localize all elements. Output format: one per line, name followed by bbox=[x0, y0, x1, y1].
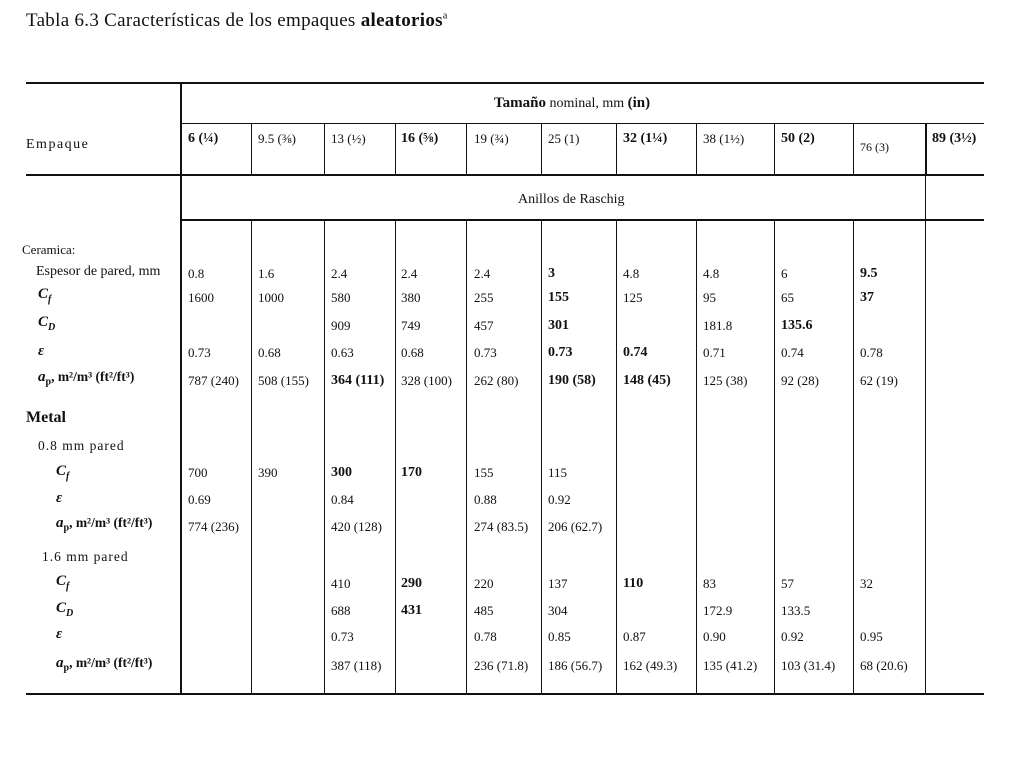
cell-m16-cd-7: 172.9 bbox=[703, 603, 733, 618]
ceramica-cd-label bbox=[38, 314, 55, 333]
nominal-size-heading bbox=[494, 96, 650, 111]
ap-units: , m²/m³ (ft²/ft³) bbox=[69, 655, 153, 670]
col-line-0 bbox=[180, 82, 182, 695]
sizes-top-rule bbox=[180, 123, 984, 124]
cell-ceramica-ap-2: 364 (111) bbox=[331, 373, 385, 388]
cell-m16-ap-7: 135 (41.2) bbox=[703, 658, 758, 673]
cell-ceramica-ap-8: 92 (28) bbox=[781, 373, 819, 388]
cell-m08-cf-0: 700 bbox=[188, 465, 208, 480]
cell-ceramica-cf-0: 1600 bbox=[188, 290, 214, 305]
cell-ceramica-espesor-6: 4.8 bbox=[623, 266, 640, 281]
cell-ceramica-cd-7: 181.8 bbox=[703, 318, 733, 333]
size-col-6: 32 (1¼) bbox=[623, 131, 668, 146]
ap-symbol: a bbox=[56, 655, 64, 671]
body-col-line-3 bbox=[395, 221, 396, 695]
cell-m16-eps-4: 0.78 bbox=[474, 629, 497, 644]
cell-ceramica-cf-6: 125 bbox=[623, 290, 643, 305]
cell-m16-cf-5: 137 bbox=[548, 576, 568, 591]
cf-symbol: C bbox=[56, 463, 67, 479]
tamano-rest: nominal, mm bbox=[545, 96, 628, 111]
size-col-2: 13 (½) bbox=[331, 131, 366, 146]
tamano-bold: Tamaño bbox=[494, 95, 546, 111]
empaque-heading: Empaque bbox=[26, 137, 90, 152]
cf-symbol: C bbox=[56, 573, 67, 589]
cell-ceramica-cf-4: 255 bbox=[474, 290, 494, 305]
cell-ceramica-cf-8: 65 bbox=[781, 290, 794, 305]
cell-m16-eps-7: 0.90 bbox=[703, 629, 726, 644]
cell-m08-eps-0: 0.69 bbox=[188, 492, 211, 507]
cell-m16-ap-2: 387 (118) bbox=[331, 658, 382, 673]
cell-m16-eps-2: 0.73 bbox=[331, 629, 354, 644]
body-col-line-7 bbox=[696, 221, 697, 695]
cell-m16-cf-3: 290 bbox=[401, 576, 422, 591]
cell-m08-eps-5: 0.92 bbox=[548, 492, 571, 507]
pared-08-label: 0.8 mm pared bbox=[38, 438, 125, 453]
cell-m08-cf-2: 300 bbox=[331, 465, 352, 480]
col-line-3 bbox=[395, 123, 396, 175]
cell-m08-eps-4: 0.88 bbox=[474, 492, 497, 507]
espesor-label: Espesor de pared, mm bbox=[36, 264, 161, 279]
top-rule bbox=[26, 82, 984, 84]
cell-ceramica-espesor-9: 9.5 bbox=[860, 266, 878, 281]
cell-ceramica-cf-1: 1000 bbox=[258, 290, 284, 305]
table-title-bold: aleatorios bbox=[360, 10, 443, 31]
size-col-3: 16 (⅝) bbox=[401, 131, 439, 146]
cf-sub: f bbox=[66, 471, 70, 482]
cell-ceramica-eps-4: 0.73 bbox=[474, 345, 497, 360]
m08-cf-label bbox=[56, 463, 69, 482]
cell-m16-cf-7: 83 bbox=[703, 576, 716, 591]
cell-m16-cf-8: 57 bbox=[781, 576, 794, 591]
group-bottom-rule bbox=[180, 219, 984, 221]
cf-sub: f bbox=[48, 294, 52, 305]
m16-ap-label bbox=[56, 655, 152, 674]
ceramica-cf-label bbox=[38, 286, 51, 305]
ap-sub: p bbox=[63, 522, 70, 534]
table-title-footnote-mark: a bbox=[442, 10, 448, 22]
cf-symbol: C bbox=[38, 286, 49, 302]
ap-symbol: a bbox=[56, 515, 64, 531]
cell-ceramica-ap-6: 148 (45) bbox=[623, 373, 671, 388]
ceramica-ap-label bbox=[38, 369, 134, 388]
cell-m16-eps-9: 0.95 bbox=[860, 629, 883, 644]
cell-m16-cd-2: 688 bbox=[331, 603, 351, 618]
group-heading: Anillos de Raschig bbox=[518, 192, 625, 207]
cell-m16-eps-6: 0.87 bbox=[623, 629, 646, 644]
cell-ceramica-espesor-3: 2.4 bbox=[401, 266, 418, 281]
col-line-2 bbox=[324, 123, 325, 175]
cd-sub: D bbox=[66, 608, 74, 619]
body-col-line-9 bbox=[853, 221, 854, 695]
cell-ceramica-cd-8: 135.6 bbox=[781, 318, 813, 333]
cell-m08-ap-5: 206 (62.7) bbox=[548, 519, 603, 534]
size-col-9: 76 (3) bbox=[860, 140, 889, 154]
m16-cf-label bbox=[56, 573, 69, 592]
tamano-in: (in) bbox=[627, 95, 651, 111]
cell-ceramica-eps-5: 0.73 bbox=[548, 345, 573, 360]
ceramica-eps-label: ε bbox=[38, 343, 45, 359]
cell-ceramica-cf-5: 155 bbox=[548, 290, 569, 305]
cell-ceramica-ap-0: 787 (240) bbox=[188, 373, 239, 388]
cd-symbol: C bbox=[56, 600, 67, 616]
size-col-8: 50 (2) bbox=[781, 131, 815, 146]
cd-symbol: C bbox=[38, 314, 49, 330]
size-col-7: 38 (1½) bbox=[703, 131, 745, 146]
cell-m16-cf-2: 410 bbox=[331, 576, 351, 591]
col-line-10 bbox=[925, 123, 927, 175]
cell-ceramica-eps-8: 0.74 bbox=[781, 345, 804, 360]
bottom-rule bbox=[26, 693, 984, 695]
cell-ceramica-ap-1: 508 (155) bbox=[258, 373, 309, 388]
cell-ceramica-espesor-4: 2.4 bbox=[474, 266, 491, 281]
cell-ceramica-espesor-5: 3 bbox=[548, 266, 555, 281]
body-col-line-6 bbox=[616, 221, 617, 695]
cell-m16-eps-8: 0.92 bbox=[781, 629, 804, 644]
cell-ceramica-cf-7: 95 bbox=[703, 290, 716, 305]
cell-ceramica-espesor-7: 4.8 bbox=[703, 266, 720, 281]
pared-16-label: 1.6 mm pared bbox=[42, 549, 129, 564]
col-line-7 bbox=[696, 123, 697, 175]
cell-m16-ap-4: 236 (71.8) bbox=[474, 658, 529, 673]
cell-ceramica-cd-5: 301 bbox=[548, 318, 569, 333]
ap-units: , m²/m³ (ft²/ft³) bbox=[51, 369, 135, 384]
ap-sub: p bbox=[63, 662, 70, 674]
m08-eps-label: ε bbox=[56, 490, 63, 506]
cell-m16-cd-5: 304 bbox=[548, 603, 568, 618]
ceramica-label: Ceramica: bbox=[22, 242, 76, 257]
cell-m08-cf-5: 115 bbox=[548, 465, 568, 480]
cell-m08-cf-4: 155 bbox=[474, 465, 494, 480]
cell-ceramica-eps-9: 0.78 bbox=[860, 345, 883, 360]
cell-m16-cf-9: 32 bbox=[860, 576, 873, 591]
col-line-1 bbox=[251, 123, 252, 175]
table-title-prefix: Tabla 6.3 Características de los empaques bbox=[26, 10, 361, 31]
cell-m16-ap-8: 103 (31.4) bbox=[781, 658, 836, 673]
col-line-4 bbox=[466, 123, 467, 175]
cell-ceramica-espesor-8: 6 bbox=[781, 266, 788, 281]
body-col-line-4 bbox=[466, 221, 467, 695]
m08-ap-label bbox=[56, 515, 152, 534]
ap-symbol: a bbox=[38, 369, 46, 385]
size-col-1: 9.5 (⅜) bbox=[258, 131, 296, 146]
cell-ceramica-cf-2: 580 bbox=[331, 290, 351, 305]
cell-ceramica-cf-3: 380 bbox=[401, 290, 421, 305]
metal-label: Metal bbox=[26, 409, 66, 426]
cell-ceramica-espesor-2: 2.4 bbox=[331, 266, 348, 281]
body-col-line-10 bbox=[925, 175, 926, 695]
cd-sub: D bbox=[48, 322, 56, 333]
size-col-5: 25 (1) bbox=[548, 131, 580, 146]
cell-m16-cf-4: 220 bbox=[474, 576, 494, 591]
cell-m16-cf-6: 110 bbox=[623, 576, 644, 591]
cell-m08-cf-1: 390 bbox=[258, 465, 278, 480]
size-col-10: 89 (3½) bbox=[932, 131, 977, 146]
ap-sub: p bbox=[45, 376, 52, 388]
cell-m16-ap-9: 68 (20.6) bbox=[860, 658, 908, 673]
cell-ceramica-ap-5: 190 (58) bbox=[548, 373, 596, 388]
table-title bbox=[26, 10, 448, 32]
cell-m08-cf-3: 170 bbox=[401, 465, 422, 480]
body-col-line-1 bbox=[251, 221, 252, 695]
cell-ceramica-ap-4: 262 (80) bbox=[474, 373, 519, 388]
cell-ceramica-cf-9: 37 bbox=[860, 290, 874, 305]
cell-ceramica-ap-7: 125 (38) bbox=[703, 373, 748, 388]
body-col-line-2 bbox=[324, 221, 325, 695]
m16-cd-label bbox=[56, 600, 73, 619]
cell-m16-eps-5: 0.85 bbox=[548, 629, 571, 644]
cell-ceramica-eps-6: 0.74 bbox=[623, 345, 648, 360]
cell-ceramica-eps-7: 0.71 bbox=[703, 345, 726, 360]
col-line-8 bbox=[774, 123, 775, 175]
cell-ceramica-ap-3: 328 (100) bbox=[401, 373, 452, 388]
ap-units: , m²/m³ (ft²/ft³) bbox=[69, 515, 153, 530]
cell-m16-ap-5: 186 (56.7) bbox=[548, 658, 603, 673]
cell-m08-ap-0: 774 (236) bbox=[188, 519, 239, 534]
cell-ceramica-cd-4: 457 bbox=[474, 318, 494, 333]
col-line-9 bbox=[853, 123, 854, 175]
cell-m16-cd-8: 133.5 bbox=[781, 603, 811, 618]
cell-m08-ap-4: 274 (83.5) bbox=[474, 519, 529, 534]
cell-m16-ap-6: 162 (49.3) bbox=[623, 658, 678, 673]
size-col-0: 6 (¼) bbox=[188, 131, 219, 146]
cell-ceramica-espesor-1: 1.6 bbox=[258, 266, 275, 281]
cell-m08-ap-2: 420 (128) bbox=[331, 519, 382, 534]
col-line-6 bbox=[616, 123, 617, 175]
cell-m16-cd-3: 431 bbox=[401, 603, 422, 618]
cf-sub: f bbox=[66, 581, 70, 592]
body-col-line-8 bbox=[774, 221, 775, 695]
cell-ceramica-cd-2: 909 bbox=[331, 318, 351, 333]
col-line-5 bbox=[541, 123, 542, 175]
cell-ceramica-eps-3: 0.68 bbox=[401, 345, 424, 360]
cell-ceramica-eps-2: 0.63 bbox=[331, 345, 354, 360]
cell-ceramica-eps-0: 0.73 bbox=[188, 345, 211, 360]
cell-ceramica-espesor-0: 0.8 bbox=[188, 266, 205, 281]
body-col-line-5 bbox=[541, 221, 542, 695]
cell-ceramica-cd-3: 749 bbox=[401, 318, 421, 333]
sizes-bottom-rule bbox=[26, 174, 984, 176]
m16-eps-label: ε bbox=[56, 626, 63, 642]
cell-m08-eps-2: 0.84 bbox=[331, 492, 354, 507]
cell-m16-cd-4: 485 bbox=[474, 603, 494, 618]
cell-ceramica-eps-1: 0.68 bbox=[258, 345, 281, 360]
size-col-4: 19 (¾) bbox=[474, 131, 509, 146]
cell-ceramica-ap-9: 62 (19) bbox=[860, 373, 898, 388]
